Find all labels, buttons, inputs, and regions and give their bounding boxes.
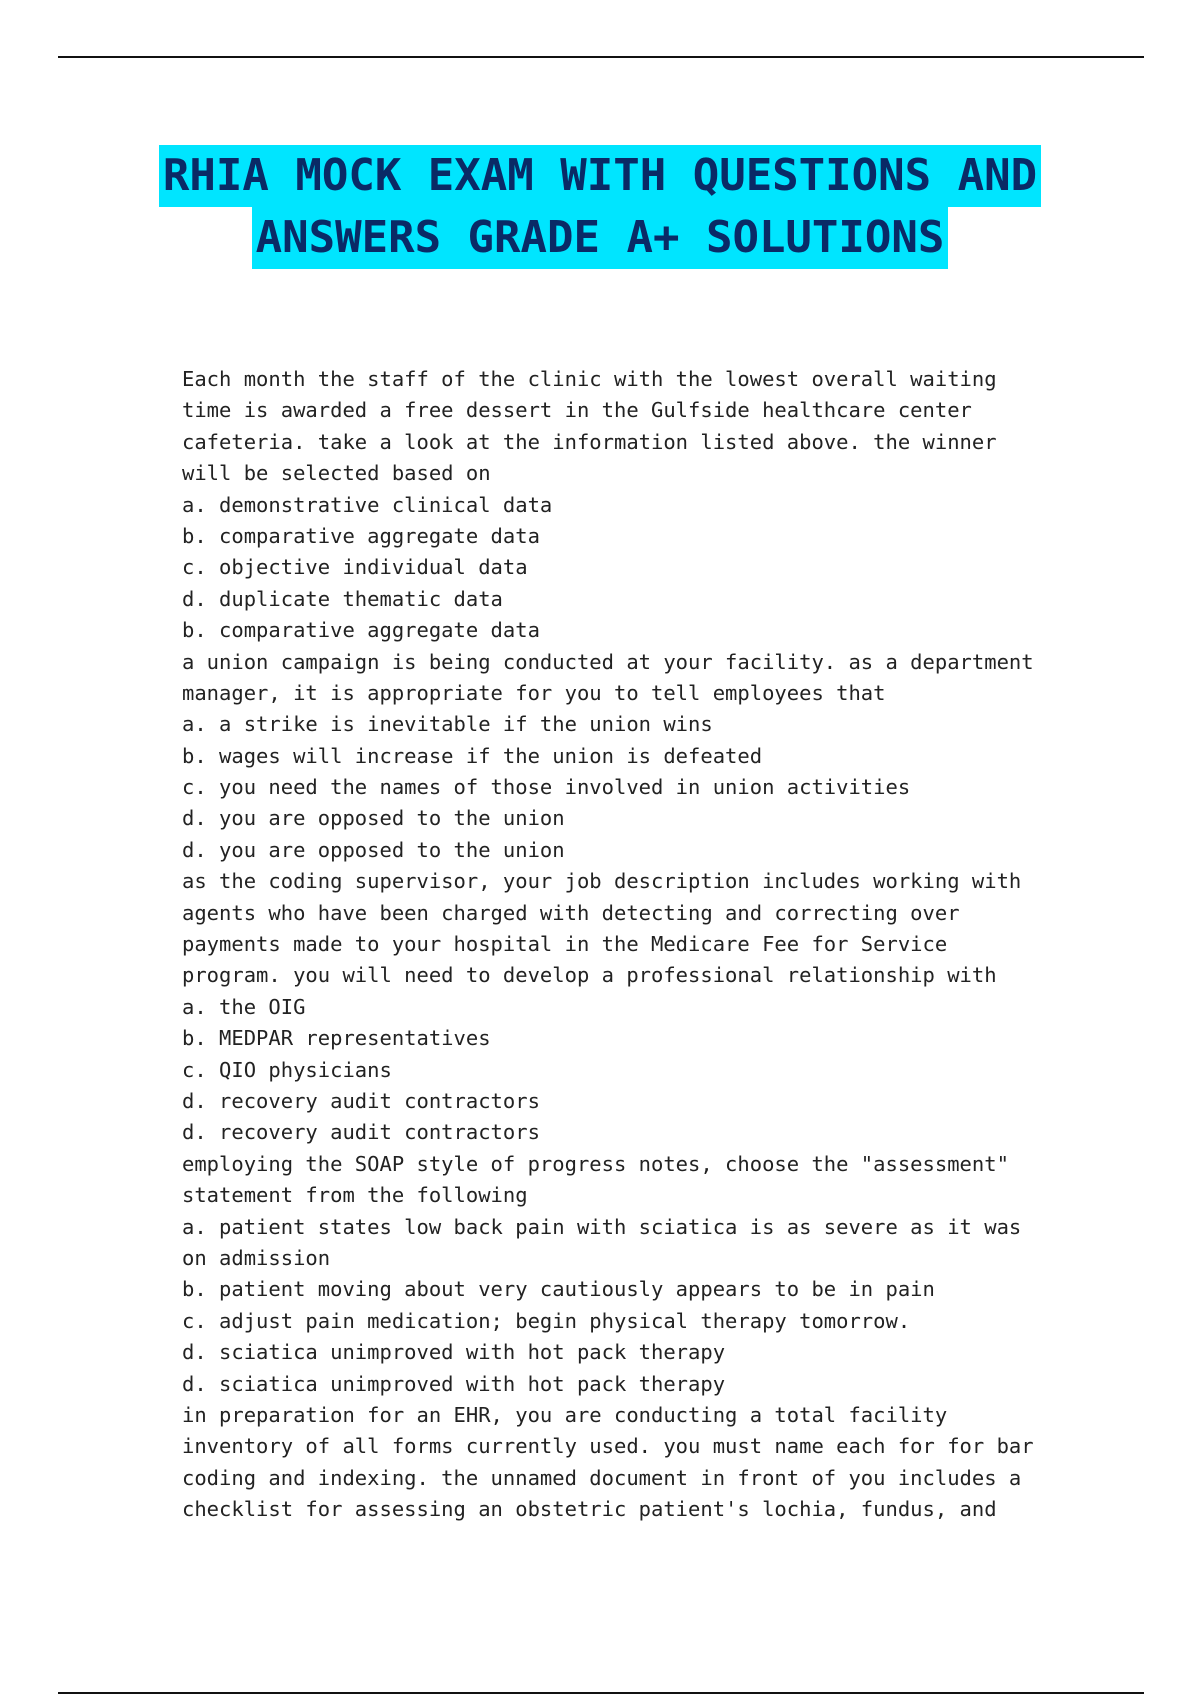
- body-line: a. patient states low back pain with sciatica is as severe as it was: [182, 1214, 1022, 1239]
- body-line: d. recovery audit contractors: [182, 1088, 540, 1113]
- body-line: c. objective individual data: [182, 555, 528, 580]
- body-line: Each month the staff of the clinic with the lowest overall waiting: [182, 367, 997, 391]
- body-line: cafeteria. take a look at the information listed above. the winner: [182, 429, 997, 454]
- body-line: b. wages will increase if the union is defeated: [182, 743, 763, 768]
- body-line: employing the SOAP style of progress notes, choose the "assessment": [182, 1151, 1009, 1176]
- body-line: in preparation for an EHR, you are conducting a total facility: [182, 1402, 948, 1427]
- body-line: time is awarded a free dessert in the Gulfside healthcare center: [182, 398, 972, 423]
- body-line: b. comparative aggregate data: [182, 523, 540, 548]
- body-line: coding and indexing. the unnamed document in front of you includes a: [182, 1465, 1022, 1490]
- body-line: agents who have been charged with detecting and correcting over: [182, 900, 960, 925]
- body-line: as the coding supervisor, your job description includes working with: [182, 869, 1022, 894]
- body-line: d. you are opposed to the union: [182, 806, 565, 831]
- page-title: [0, 145, 1200, 269]
- body-line: d. you are opposed to the union: [182, 837, 565, 862]
- body-line: payments made to your hospital in the Medicare Fee for Service: [182, 932, 948, 957]
- body-line: d. duplicate thematic data: [182, 586, 503, 611]
- bottom-divider: [58, 1692, 1144, 1694]
- body-line: b. patient moving about very cautiously appears to be in pain: [182, 1277, 935, 1302]
- body-line: d. sciatica unimproved with hot pack therapy: [182, 1340, 726, 1365]
- body-line: b. comparative aggregate data: [182, 618, 540, 643]
- body-line: on admission: [182, 1245, 331, 1270]
- body-line: checklist for assessing an obstetric patient's lochia, fundus, and: [182, 1497, 997, 1522]
- body-line: will be selected based on: [182, 461, 491, 486]
- top-divider: [58, 56, 1144, 58]
- body-line: a. a strike is inevitable if the union wins: [182, 712, 713, 737]
- body-line: b. MEDPAR representatives: [182, 1026, 491, 1051]
- body-line: manager, it is appropriate for you to tell employees that: [182, 680, 886, 705]
- body-line: program. you will need to develop a professional relationship with: [182, 963, 997, 988]
- body-line: d. recovery audit contractors: [182, 1120, 540, 1145]
- body-line: c. QIO physicians: [182, 1057, 392, 1082]
- title-line-2: ANSWERS GRADE A+ SOLUTIONS: [252, 207, 949, 269]
- body-line: a. demonstrative clinical data: [182, 492, 553, 517]
- body-line: c. you need the names of those involved in union activities: [182, 775, 911, 800]
- title-line-1: RHIA MOCK EXAM WITH QUESTIONS AND: [159, 145, 1041, 207]
- body-line: inventory of all forms currently used. you must name each for for bar: [182, 1434, 1034, 1459]
- body-line: a. the OIG: [182, 994, 306, 1019]
- document-body: [182, 364, 1062, 1525]
- body-line: d. sciatica unimproved with hot pack therapy: [182, 1371, 726, 1396]
- body-line: a union campaign is being conducted at your facility. as a department: [182, 649, 1034, 674]
- body-line: c. adjust pain medication; begin physical therapy tomorrow.: [182, 1308, 911, 1333]
- body-line: statement from the following: [182, 1183, 528, 1208]
